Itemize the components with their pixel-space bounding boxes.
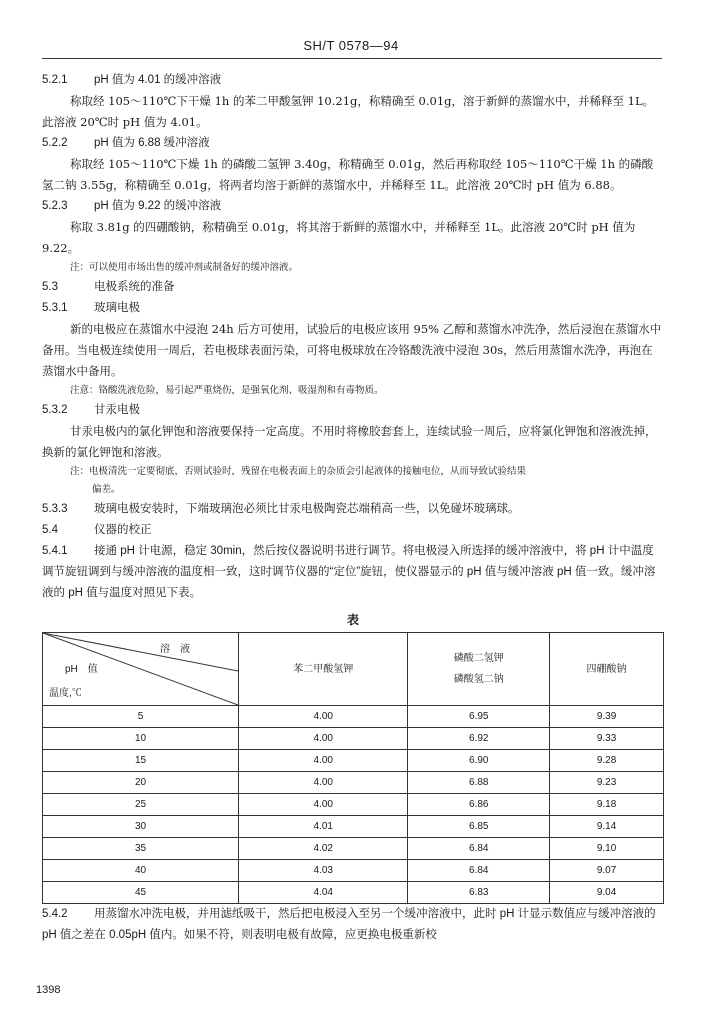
cell-value: 6.84 [408, 838, 550, 860]
cell-value: 4.00 [239, 750, 408, 772]
cell-temperature: 10 [43, 728, 239, 750]
table-title: 表 [346, 613, 359, 627]
heading-5-3-2: 5.3.2 甘汞电极 [42, 404, 140, 416]
cell-value: 6.92 [408, 728, 550, 750]
cell-temperature: 40 [43, 860, 239, 882]
paragraph-5-3-2: 甘汞电极内的氯化钾饱和溶液要保持一定高度。不用时将橡胶套套上，连续试验一周后，应将氯化钾饱和溶液洗掉，换新的氯化钾饱和溶液。 [42, 424, 657, 459]
cell-value: 4.00 [239, 728, 408, 750]
cell-value: 9.07 [550, 860, 664, 882]
table-row [43, 838, 664, 860]
table-row [43, 706, 664, 728]
cell-value: 9.28 [550, 750, 664, 772]
heading-5-2-3: 5.2.3 pH 值为 9.22 的缓冲溶液 [42, 200, 222, 212]
paragraph-5-3-3: 5.3.3 玻璃电极安装时，下端玻璃泡必须比甘汞电极陶瓷芯端稍高一些，以免碰坏玻璃球。 [42, 503, 520, 515]
paragraph-5-2-1: 称取经 105～110℃下干燥 1h 的苯二甲酸氢钾 10.21g，称精确至 0.01g，溶于新鲜的蒸馏水中，并稀释至 1L。此溶液 20℃时 pH 值为 4.01。 [42, 94, 655, 129]
header-rule [42, 58, 662, 59]
cell-temperature: 15 [43, 750, 239, 772]
cell-value: 9.23 [550, 772, 664, 794]
heading-5-2-1: 5.2.1 pH 值为 4.01 的缓冲溶液 [42, 74, 222, 86]
cell-value: 6.84 [408, 860, 550, 882]
cell-value: 4.00 [239, 794, 408, 816]
cell-value: 6.85 [408, 816, 550, 838]
cell-value: 9.39 [550, 706, 664, 728]
cell-temperature: 5 [43, 706, 239, 728]
table-row [43, 860, 664, 882]
cell-value: 4.04 [239, 882, 408, 904]
cell-value: 6.95 [408, 706, 550, 728]
document-body [42, 70, 664, 946]
cell-temperature: 25 [43, 794, 239, 816]
paragraph-5-2-3: 称取 3.81g 的四硼酸钠，称精确至 0.01g，将其溶于新鲜的蒸馏水中，并稀释至 1L。此溶液 20℃时 pH 值为 9.22。 [42, 220, 636, 255]
heading-5-2-2: 5.2.2 pH 值为 6.88 缓冲溶液 [42, 137, 210, 149]
note-5-2-3: 注：可以使用市场出售的缓冲剂或制备好的缓冲溶液。 [70, 262, 299, 273]
table-row [43, 772, 664, 794]
table-row [43, 816, 664, 838]
cell-value: 9.14 [550, 816, 664, 838]
cell-temperature: 20 [43, 772, 239, 794]
paragraph-5-4-2: 5.4.2 用蒸馏水冲洗电极，并用滤纸吸干，然后把电极浸入至另一个缓冲溶液中，此时 pH 计显示数值应与缓冲溶液的 pH 值之差在 0.05pH 值内。如果不符，则表明电极有故障，应更换电极重新校 [42, 908, 656, 941]
cell-value: 4.03 [239, 860, 408, 882]
paragraph-5-4-1: 5.4.1 接通 pH 计电源，稳定 30min，然后按仪器说明书进行调节。将电极浸入所选择的缓冲溶液中，将 pH 计中温度调节旋钮调到与缓冲溶液的温度相一致，这时调节仪器的“定位”旋钮，使仪器显示的 pH 值与缓冲溶液 pH 值一致。缓冲溶液的 pH 值与温度对照见下表。 [42, 545, 656, 599]
column-header-phosphate: 磷酸二氢钾 磷酸氢二钠 [408, 633, 550, 706]
cell-value: 9.10 [550, 838, 664, 860]
heading-5-3-1: 5.3.1 玻璃电极 [42, 302, 140, 314]
heading-5-3: 5.3 电极系统的准备 [42, 281, 175, 293]
table-row [43, 728, 664, 750]
paragraph-5-3-1: 新的电极应在蒸馏水中浸泡 24h 后方可使用，试验后的电极应该用 95% 乙醇和蒸馏水冲洗净，然后浸泡在蒸馏水中备用。当电极连续使用一周后，若电极球表面污染，可将电极球放在冷铬酸洗液中浸泡 30s，然后用蒸馏水洗净，再泡在蒸馏水中备用。 [42, 322, 662, 378]
cell-temperature: 35 [43, 838, 239, 860]
table-row [43, 794, 664, 816]
cell-value: 6.86 [408, 794, 550, 816]
cell-value: 4.00 [239, 706, 408, 728]
cell-value: 4.00 [239, 772, 408, 794]
column-header-sodium-tetraborate: 四硼酸钠 [550, 633, 664, 706]
table-corner-cell [43, 633, 239, 706]
cell-temperature: 45 [43, 882, 239, 904]
cell-value: 4.02 [239, 838, 408, 860]
cell-value: 6.90 [408, 750, 550, 772]
table-row [43, 882, 664, 904]
page-number: 1398 [36, 984, 61, 996]
cell-value: 9.33 [550, 728, 664, 750]
paragraph-5-2-2: 称取经 105～110℃下燥 1h 的磷酸二氢钾 3.40g，称精确至 0.01g，然后再称取经 105～110℃干燥 1h 的磷酸氢二钠 3.55g，称精确至 0.01g，将两者均溶于新鲜的蒸馏水中，并稀释至 1L。此溶液 20℃时 pH 值为 6.88。 [42, 157, 654, 192]
column-header-potassium-phthalate: 苯二甲酸氢钾 [239, 633, 408, 706]
cell-value: 6.88 [408, 772, 550, 794]
note-5-3-2: 注：电极清洗一定要彻底，否则试验时，残留在电极表面上的杂质会引起液体的接触电位，从而导致试验结果 偏差。 [70, 466, 527, 495]
cell-value: 6.83 [408, 882, 550, 904]
corner-label-temperature: 温度,℃ [49, 688, 82, 699]
cell-temperature: 30 [43, 816, 239, 838]
standard-code-header: SH/T 0578—94 [303, 38, 399, 53]
heading-5-4: 5.4 仪器的校正 [42, 524, 152, 536]
ph-temperature-table [42, 632, 664, 904]
cell-value: 9.04 [550, 882, 664, 904]
corner-label-ph: pH 值 [65, 664, 98, 675]
cell-value: 4.01 [239, 816, 408, 838]
table-row [43, 750, 664, 772]
caution-5-3-1: 注意：铬酸洗液危险，易引起严重烧伤，是强氧化剂、吸湿剂和有毒物质。 [70, 385, 384, 396]
corner-label-solution: 溶 液 [160, 644, 190, 655]
cell-value: 9.18 [550, 794, 664, 816]
